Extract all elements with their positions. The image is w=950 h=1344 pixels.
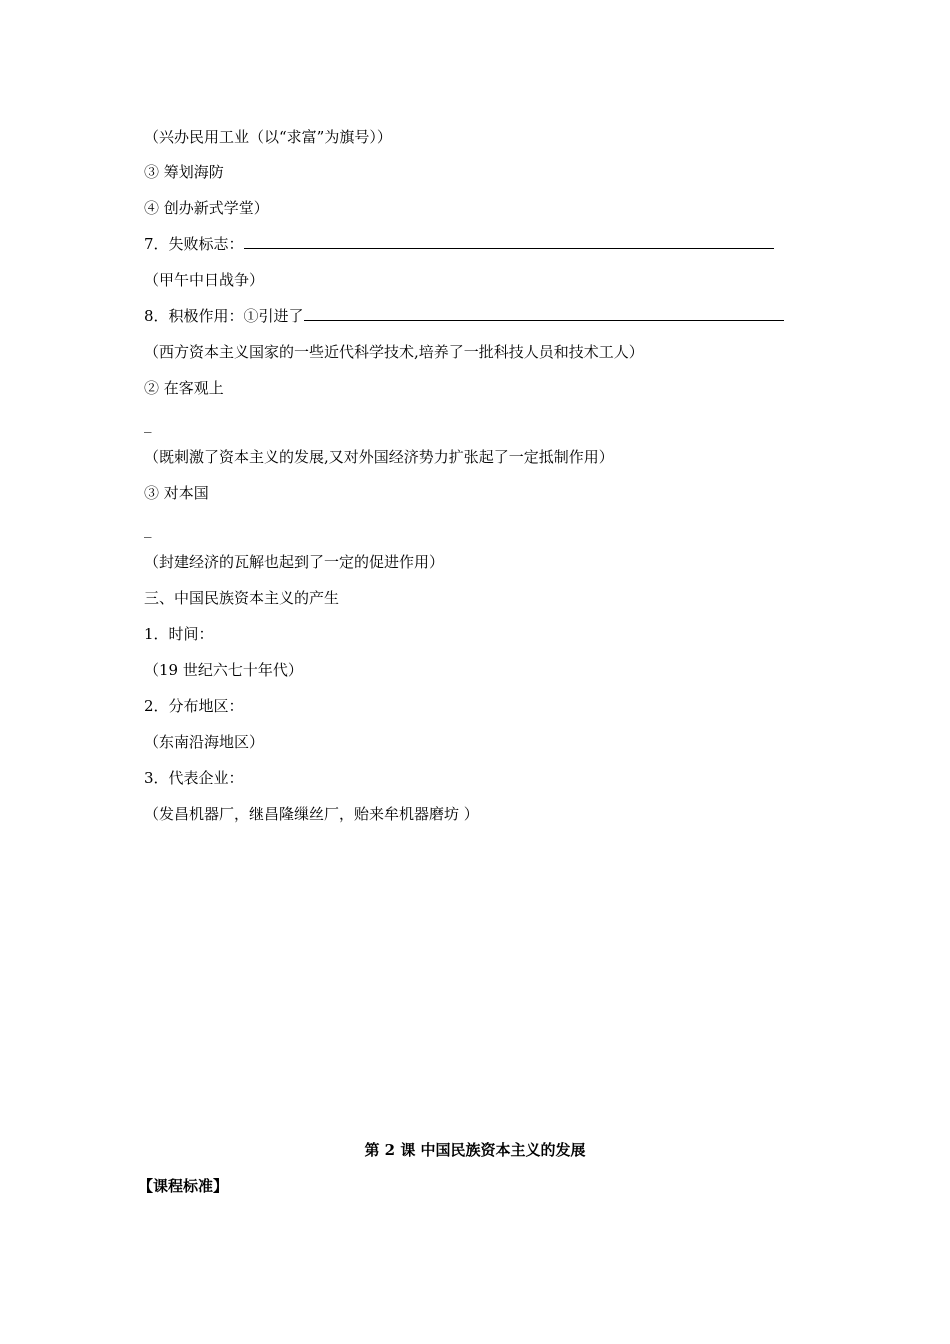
text-line: （兴办民用工业（以“求富”为旗号）） (144, 128, 392, 146)
item-label: 7．失败标志： (144, 235, 244, 253)
text-line: （既刺激了资本主义的发展,又对外国经济势力扩张起了一定抵制作用） (144, 448, 614, 466)
section-heading: 三、中国民族资本主义的产生 (144, 589, 340, 607)
text-line: （甲午中日战争） (144, 271, 265, 289)
fill-blank-line (144, 306, 784, 326)
text-line: ③ 对本国 (144, 484, 209, 502)
text-line: （19 世纪六七十年代） (144, 661, 303, 679)
fill-blank-line (144, 234, 774, 254)
blank-underline (304, 306, 784, 321)
item-label: 8．积极作用：①引进了 (144, 307, 304, 325)
blank-underline (244, 234, 774, 249)
blank-mark: _ (144, 520, 152, 538)
text-line: （封建经济的瓦解也起到了一定的促进作用） (144, 553, 445, 571)
text-line: 3．代表企业： (144, 769, 244, 787)
text-line: ④ 创办新式学堂） (144, 199, 269, 217)
text-line: ② 在客观上 (144, 379, 224, 397)
course-standard-heading: 【课程标准】 (138, 1177, 229, 1195)
text-line: （发昌机器厂，继昌隆缫丝厂，贻来牟机器磨坊 ） (144, 805, 479, 823)
text-line: ③ 筹划海防 (144, 163, 224, 181)
blank-mark: _ (144, 415, 152, 433)
text-line: 2．分布地区： (144, 697, 244, 715)
text-line: （西方资本主义国家的一些近代科学技术,培养了一批科技人员和技术工人） (144, 343, 644, 361)
text-line: （东南沿海地区） (144, 733, 265, 751)
text-line: 1．时间： (144, 625, 214, 643)
lesson-title: 第 2 课 中国民族资本主义的发展 (364, 1141, 586, 1159)
